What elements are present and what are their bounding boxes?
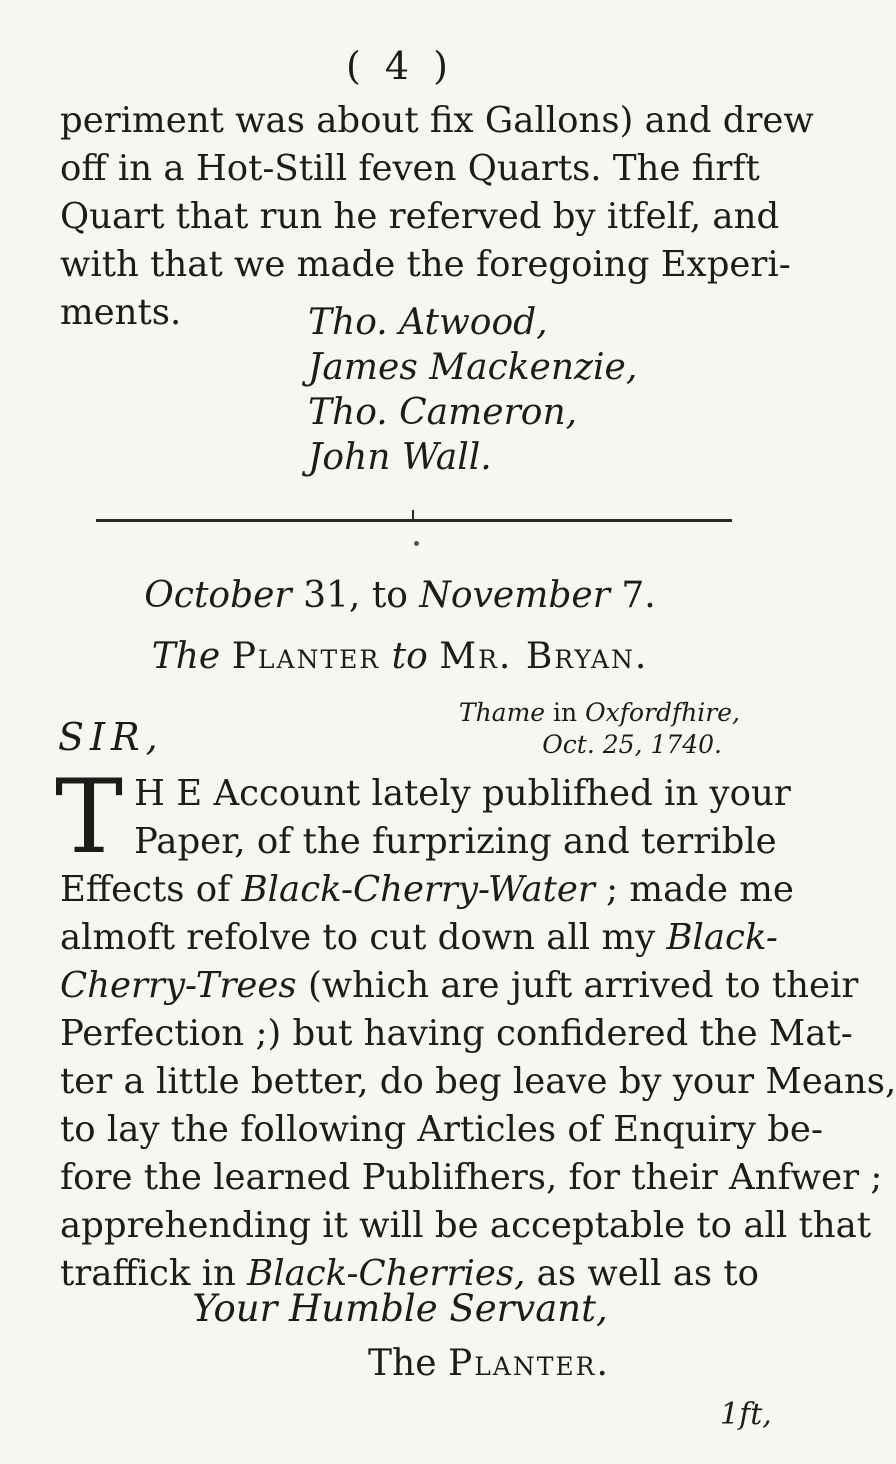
date-end-month: November [419, 575, 610, 616]
text-segment: Perfection ;) but having confidered the Mat- [60, 1013, 853, 1054]
text-segment: ; made me [594, 869, 794, 910]
text-segment: ter a little better, do beg leave by your Means, [60, 1061, 896, 1102]
signatory-name: Tho. Atwood, [308, 302, 548, 343]
italic-phrase: Black-Cherry-Water [241, 869, 595, 910]
text-line [60, 1154, 883, 1202]
italic-phrase: Black-Cherries, [247, 1253, 526, 1294]
signature [368, 1343, 610, 1384]
date-start-day: 31, [303, 575, 361, 616]
drop-cap: T [55, 758, 124, 877]
section-date [0, 575, 800, 616]
text-line: off in a Hot-Still feven Quarts. The firft [60, 148, 760, 189]
title-to: to [391, 636, 428, 677]
text-segment: as well as to [525, 1253, 760, 1294]
signatories [308, 300, 637, 480]
signature-the: The [368, 1343, 437, 1384]
text-line: Quart that run he referved by itfelf, and [60, 196, 780, 237]
text-line: H E Account lately publifhed in your [134, 773, 791, 814]
text-line: with that we made the foregoing Experi- [60, 244, 791, 285]
date-end-day: 7. [621, 575, 656, 616]
signatory-name: John Wall. [308, 437, 492, 478]
text-line [60, 1106, 823, 1154]
text-segment: fore the learned Publifhers, for their Anfwer ; [60, 1157, 883, 1198]
text-line [60, 1202, 872, 1250]
section-divider [96, 519, 732, 522]
dateline-town: Thame [458, 698, 546, 727]
text-segment: almoft refolve to cut down all my [60, 917, 667, 958]
text-line: periment was about fix Gallons) and drew [60, 100, 814, 141]
signature-planter: Planter. [447, 1343, 610, 1384]
text-segment: apprehending it will be acceptable to all that [60, 1205, 872, 1246]
printer-mark [414, 541, 419, 546]
text-line [60, 914, 778, 962]
date-start-month: October [144, 575, 292, 616]
dateline-in: in [553, 698, 578, 727]
text-segment: to lay the following Articles of Enquiry be- [60, 1109, 823, 1150]
signatory-name: James Mackenzie, [308, 347, 638, 388]
letter-body [60, 866, 896, 1298]
title-sender: Planter [231, 636, 381, 677]
text-line [60, 1010, 853, 1058]
italic-phrase: Black- [666, 917, 778, 958]
page-number: ( 4 ) [346, 44, 454, 88]
letter-opening [134, 770, 791, 866]
text-segment: traffick in [60, 1253, 248, 1294]
text-line [60, 1058, 896, 1106]
dateline-county: Oxfordfhire, [585, 698, 740, 727]
text-segment: Effects of [60, 869, 242, 910]
text-segment: (which are juft arrived to their [296, 965, 859, 1006]
dateline-date: Oct. 25, 1740. [542, 730, 722, 759]
date-to: to [371, 575, 408, 616]
dateline-place [459, 698, 740, 727]
text-line [60, 962, 859, 1010]
title-the: The [151, 636, 221, 677]
title-recipient: Mr. Bryan. [439, 636, 649, 677]
text-line: Paper, of the furprizing and terrible [134, 821, 777, 862]
text-line [60, 866, 794, 914]
italic-phrase: Cherry-Trees [60, 965, 297, 1006]
letter-title [0, 636, 800, 677]
catchword: 1ft, [720, 1397, 772, 1432]
closing-line: Your Humble Servant, [192, 1287, 608, 1330]
signatory-name: Tho. Cameron, [308, 392, 578, 433]
text-line: ments. [60, 292, 182, 333]
salutation: SIR, [58, 715, 164, 759]
divider-mark [412, 510, 414, 520]
